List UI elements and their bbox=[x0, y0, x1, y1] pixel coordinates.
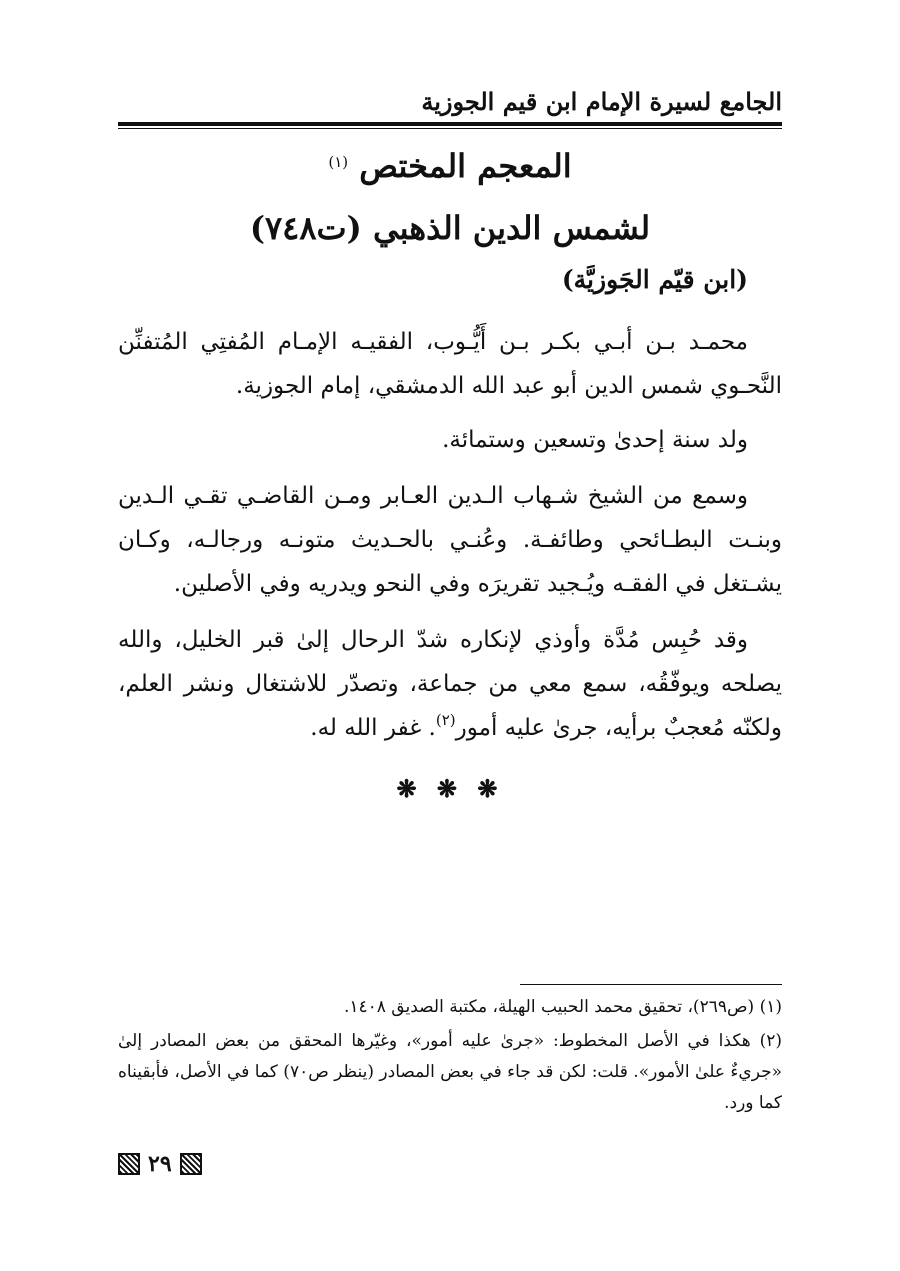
footnote-marker-2: (٢) bbox=[435, 711, 456, 729]
paragraph-2: ولد سنة إحدىٰ وتسعين وستمائة. bbox=[442, 427, 748, 453]
paragraph-1: محمـد بـن أبـي بكـر بـن أَيُّـوب، الفقيـه الإمـام المُفتِي المُتفنِّن النَّحـوي شمس الدين أبو عبد الله الدمشقي، إمام الجوزية. bbox=[118, 329, 782, 399]
paragraph-4-text: وقد حُبِس مُدَّة وأوذي لإنكاره شدّ الرحال إلىٰ قبر الخليل، والله يصلحه ويوفّقُه، سمع معي من جماعة، وتصدّر للاشتغال ونشر العلم، ولكنّه مُعجبٌ برأيه، جرىٰ عليه أمور bbox=[118, 627, 782, 741]
footnote-2: (٢) هكذا في الأصل المخطوط: «جرىٰ عليه أمور»، وغيّرها المحقق من بعض المصادر إلىٰ «جريءٌ علىٰ الأمور». قلت: لكن قد جاء في بعض المصادر (ينظر ص٧٠) كما في الأصل، فأبقيناه كما ورد. bbox=[118, 1031, 783, 1113]
section-separator: ❋ ❋ ❋ bbox=[396, 774, 504, 803]
running-header-title: الجامع لسيرة الإمام ابن قيم الجوزية bbox=[421, 87, 782, 116]
main-title-text: المعجم المختص bbox=[359, 147, 572, 185]
ornament-left-icon bbox=[118, 1153, 140, 1175]
footnote-rule bbox=[520, 984, 782, 985]
header-rule-thin bbox=[118, 128, 782, 129]
paragraph-3: وسمع من الشيخ شـهاب الـدين العـابر ومـن القاضـي تقـي الـدين وبنـت البطـائحي وطائفـة. وعُنـي بالحـديث متونـه ورجالـه، وكـان يشـتغل في الفقـه ويُـجيد تقريرَه وفي النحو ويدريه وفي الأصلين. bbox=[118, 483, 782, 597]
paragraph-4-tail: . غفر الله له. bbox=[310, 715, 436, 741]
footnote-1: (١) (ص٢٦٩)، تحقيق محمد الحبيب الهيلة، مكتبة الصديق ١٤٠٨. bbox=[343, 997, 782, 1017]
section-heading: (ابن قيّم الجَوزيَّة) bbox=[561, 265, 748, 294]
page-number: ٢٩ bbox=[148, 1151, 172, 1177]
main-title bbox=[118, 144, 782, 194]
ornament-right-icon bbox=[180, 1153, 202, 1175]
paragraph-4 bbox=[118, 618, 782, 752]
page-number-block bbox=[118, 1150, 202, 1178]
header-rule bbox=[118, 122, 782, 126]
main-title-footnote-marker: (١) bbox=[328, 153, 349, 171]
sub-title: لشمس الدين الذهبي (ت٧٤٨) bbox=[249, 209, 651, 247]
